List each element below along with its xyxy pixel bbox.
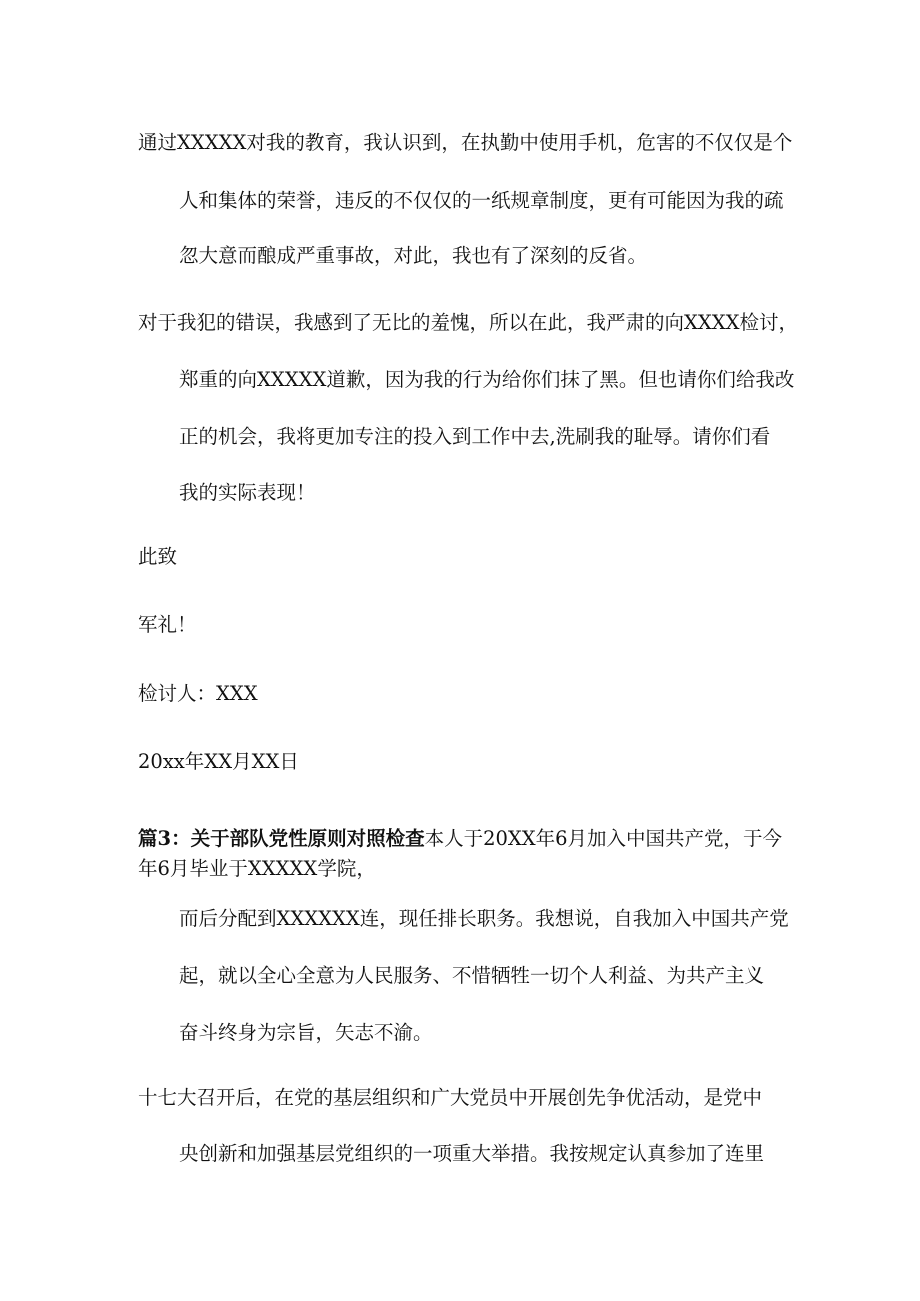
paragraph-line: 我的实际表现！ xyxy=(179,481,316,504)
paragraph-line: 奋斗终身为宗旨，矢志不渝。 xyxy=(179,1021,433,1044)
closing-greeting: 此致 xyxy=(138,545,178,568)
paragraph-line: 对于我犯的错误，我感到了无比的羞愧，所以在此，我严肃的向XXXX检讨， xyxy=(138,311,799,334)
paragraph-line: 人和集体的荣誉，违反的不仅仅的一纸规章制度，更有可能因为我的疏 xyxy=(179,189,784,212)
closing-salute: 军礼！ xyxy=(138,613,197,636)
paragraph-line: 通过XXXXX对我的教育，我认识到，在执勤中使用手机，危害的不仅仅是个 xyxy=(138,131,793,154)
signer-line: 检讨人：XXX xyxy=(138,682,258,705)
paragraph-line: 年6月毕业于XXXXX学院， xyxy=(138,857,376,880)
paragraph-line: 而后分配到XXXXXX连，现任排长职务。我想说，自我加入中国共产党 xyxy=(179,907,789,930)
section-heading-line xyxy=(138,825,790,853)
section-heading: 篇3：关于部队党性原则对照检查 xyxy=(138,827,425,850)
paragraph-line: 央创新和加强基层党组织的一项重大举措。我按规定认真参加了连里 xyxy=(179,1142,765,1165)
section-intro-text: 本人于20XX年6月加入中国共产党，于今 xyxy=(424,827,783,850)
paragraph-line: 十七大召开后，在党的基层组织和广大党员中开展创先争优活动，是党中 xyxy=(138,1086,763,1109)
paragraph-line: 郑重的向XXXXX道歉，因为我的行为给你们抹了黑。但也请你们给我改 xyxy=(179,368,795,391)
paragraph-line: 正的机会，我将更加专注的投入到工作中去,洗刷我的耻辱。请你们看 xyxy=(179,425,771,448)
paragraph-line: 忽大意而酿成严重事故，对此，我也有了深刻的反省。 xyxy=(179,244,648,267)
date-line: 20xx年XX月XX日 xyxy=(138,750,299,773)
paragraph-line: 起，就以全心全意为人民服务、不惜牺牲一切个人利益、为共产主义 xyxy=(179,964,765,987)
